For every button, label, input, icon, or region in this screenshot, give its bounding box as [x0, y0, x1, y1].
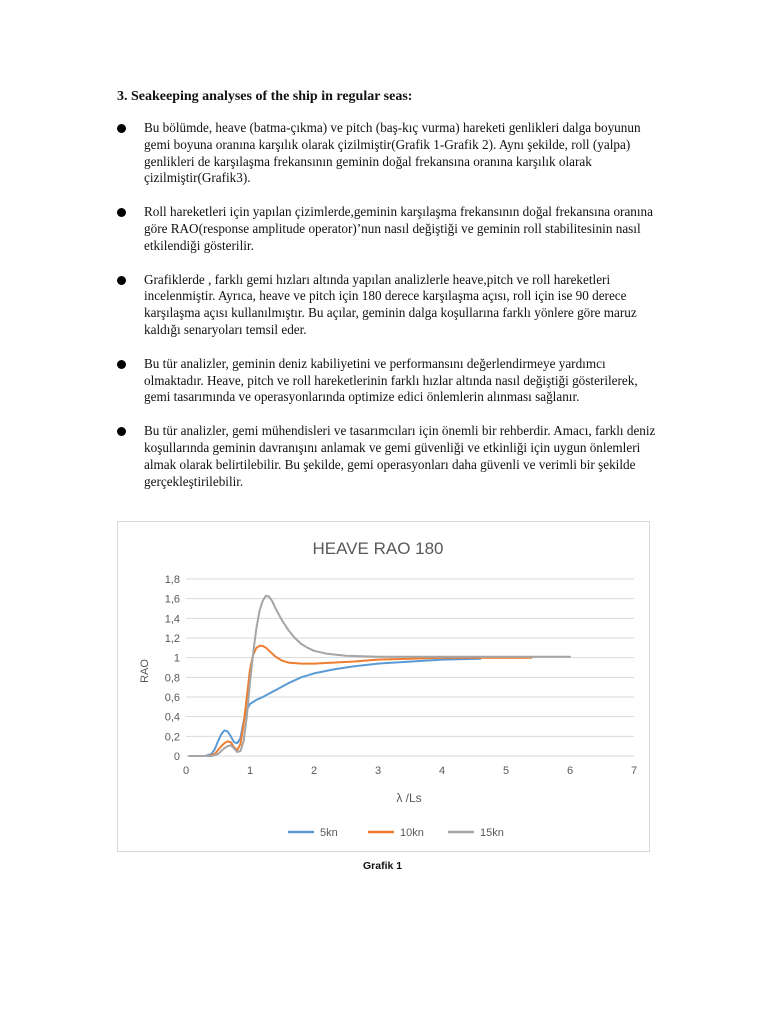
- x-tick-label: 1: [246, 765, 254, 777]
- bullet-dot-icon: [117, 124, 126, 133]
- legend-label: 15kn: [480, 827, 504, 839]
- x-tick-label: 4: [438, 765, 446, 777]
- bullet-item: [117, 356, 657, 406]
- x-tick-label: 2: [310, 765, 318, 777]
- series-line-10kn: [189, 646, 531, 756]
- y-tick-label: 0,2: [164, 731, 180, 744]
- x-tick-label: 3: [374, 765, 382, 777]
- heave-rao-chart: [117, 521, 650, 852]
- series-layer: [189, 596, 570, 756]
- series-line-5kn: [189, 659, 480, 756]
- figure-caption: Grafik 1: [363, 860, 403, 872]
- bullet-text: Roll hareketleri için yapılan çizimlerde,geminin karşılaşma frekansının doğal frekansına oranına göre RAO(response amplitude operator)’nun nasıl değiştiği ve geminin roll stabilitesinin nasıl etkilendiği gösterilir.: [144, 204, 654, 253]
- bullet-text: Bu tür analizler, geminin deniz kabiliyetini ve performansını değerlendirmeye yardımcı olmaktadır. Heave, pitch ve roll hareketlerinin farklı hızlar altında nasıl değiştiği gösterilerek, gemi tasarımında ve operasyonlarında optimize edici önlemlerin alınması sağlanır.: [144, 355, 638, 405]
- y-axis-label: RAO: [139, 659, 151, 683]
- x-axis-label: λ /Ls: [396, 791, 422, 805]
- x-tick-label: 0: [182, 765, 190, 777]
- bullet-text: Bu bölümde, heave (batma-çıkma) ve pitch (baş-kıç vurma) hareketi genlikleri dalga boyunun gemi boyuna oranına karşılık olarak çizilmiştir(Grafik 1-Grafik 2). Aynı şekilde, roll (yalpa) genlikleri de karşılaşma frekansının geminin doğal frekansına oranına karşılık olarak çizilmiştir(Grafik3).: [144, 120, 641, 186]
- y-tick-label: 1,6: [164, 593, 180, 606]
- x-tick-label: 5: [502, 765, 510, 777]
- bullet-item: [117, 204, 657, 254]
- chart-title: HEAVE RAO 180: [312, 539, 444, 558]
- y-tick-label: 0,8: [164, 672, 180, 685]
- y-tick-label: 0,4: [164, 711, 180, 724]
- y-tick-label: 0: [173, 751, 180, 763]
- bullet-item: [117, 120, 657, 187]
- grid-layer: [186, 579, 634, 756]
- legend-label: 5kn: [320, 827, 338, 839]
- bullet-list: [117, 120, 657, 507]
- x-tick-label: 7: [630, 765, 638, 777]
- bullet-item: [117, 272, 657, 339]
- bullet-text: Grafiklerde , farklı gemi hızları altında yapılan analizlerle heave,pitch ve roll hareketleri incelenmiştir. Ayrıca, heave ve pitch için 180 derece karşılaşma açısı, roll için ise 90 derece karşılaşma açısı kullanılmıştır. Bu açılar, geminin dalga koşullarına farklı yönlere göre maruz kaldığı senaryoları temsil eder.: [144, 271, 637, 337]
- chart-svg: [118, 522, 649, 851]
- bullet-dot-icon: [117, 360, 126, 369]
- y-tick-label: 1: [173, 652, 180, 665]
- bullet-item: [117, 423, 657, 490]
- y-tick-label: 0,6: [164, 692, 180, 704]
- x-tick-label: 6: [566, 765, 574, 777]
- section-heading: 3. Seakeeping analyses of the ship in regular seas:: [117, 89, 413, 104]
- series-line-15kn: [189, 596, 570, 756]
- bullet-text: Bu tür analizler, gemi mühendisleri ve tasarımcıları için önemli bir rehberdir. Amacı, farklı deniz koşullarında geminin davranışını anlamak ve gemi güvenliği ve etkinliği için uygun önlemleri almak olarak belirtilebilir. Bu şekilde, gemi operasyonları daha güvenli ve verimli bir şekilde gerçekleştirilebilir.: [144, 423, 656, 489]
- legend-label: 10kn: [400, 827, 424, 839]
- legend: [288, 827, 504, 839]
- bullet-dot-icon: [117, 427, 126, 436]
- tick-layer: [165, 574, 637, 777]
- bullet-dot-icon: [117, 276, 126, 285]
- y-tick-label: 1,2: [164, 633, 180, 645]
- y-tick-label: 1,8: [164, 574, 180, 586]
- y-tick-label: 1,4: [164, 613, 180, 626]
- bullet-dot-icon: [117, 208, 126, 217]
